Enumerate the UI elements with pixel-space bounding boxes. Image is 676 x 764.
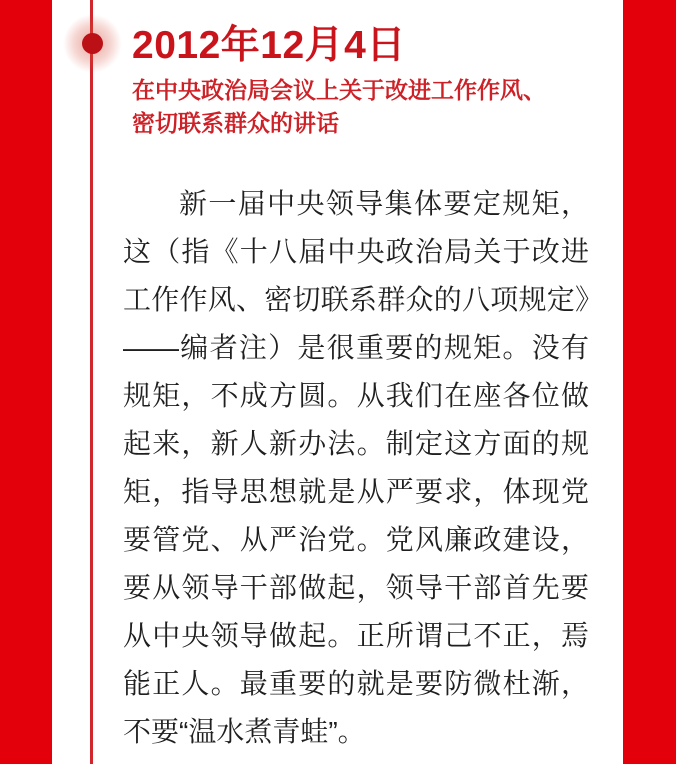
article-header bbox=[123, 24, 589, 140]
right-red-band bbox=[623, 0, 676, 764]
speech-excerpt-paragraph: 新一届中央领导集体要定规矩，这（指《十八届中央政治局关于改进工作作风、密切联系群众的八项规定》——编者注）是很重要的规矩。没有规矩，不成方圆。从我们在座各位做起来，新人新办法。制定这方面的规矩，指导思想就是从严要求，体现党要管党、从严治党。党风廉政建设，要从领导干部做起，领导干部首先要从中央领导做起。正所谓己不正，焉能正人。最重要的就是要防微杜渐，不要“温水煮青蛙”。 bbox=[123, 188, 589, 747]
entry-subtitle bbox=[132, 74, 589, 140]
entry-date-heading: 2012年12月4日 bbox=[132, 24, 406, 67]
left-red-band bbox=[0, 0, 52, 764]
subtitle-line-2: 密切联系群众的讲话 bbox=[132, 110, 339, 136]
article-content bbox=[123, 24, 589, 756]
timeline-dot-icon bbox=[82, 33, 103, 54]
subtitle-line-1: 在中央政治局会议上关于改进工作作风、 bbox=[132, 77, 546, 103]
timeline-line bbox=[90, 0, 93, 764]
